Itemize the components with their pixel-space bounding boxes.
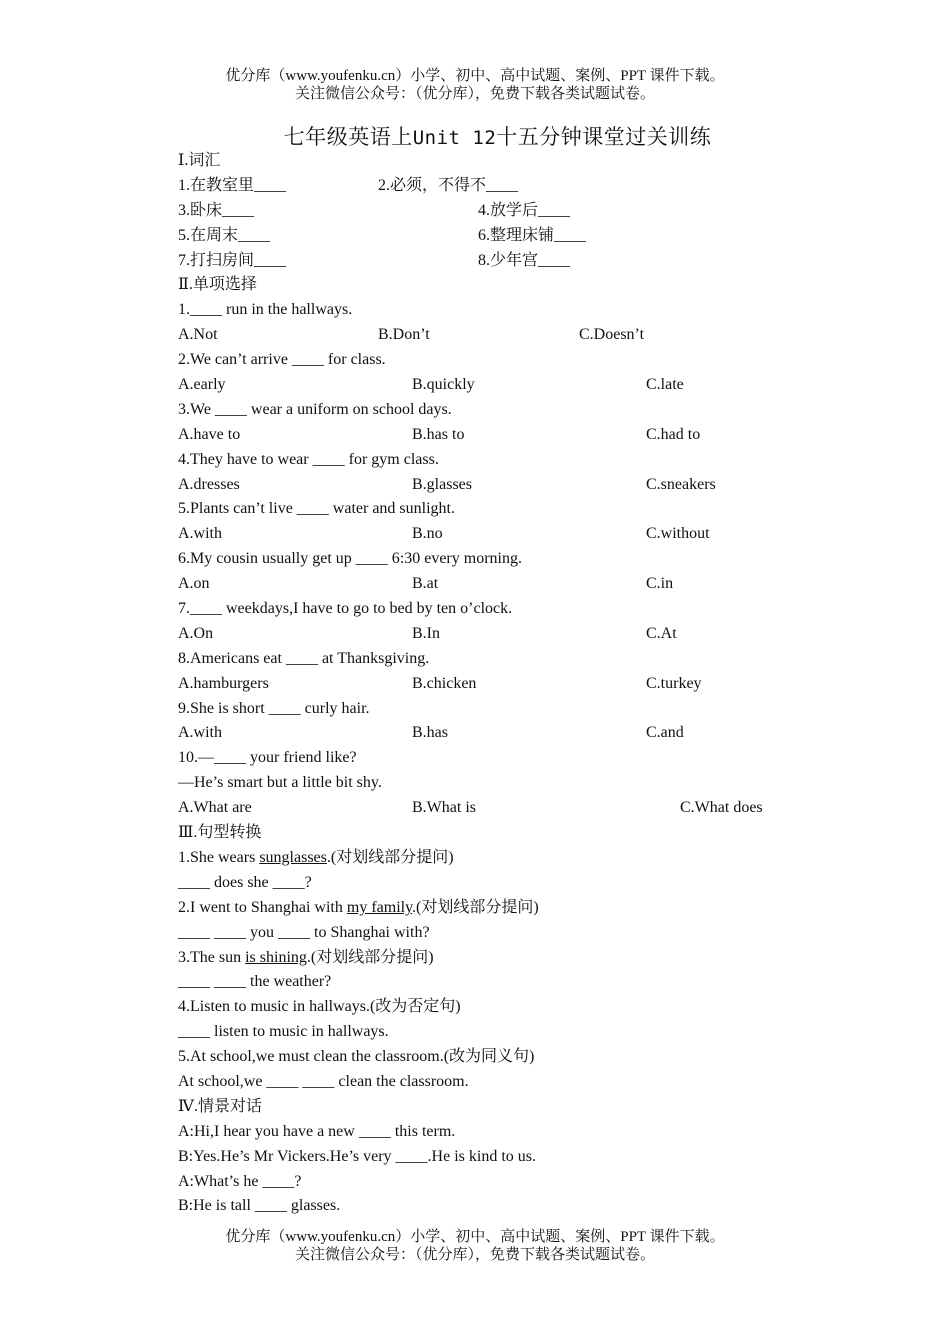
section1-heading: Ⅰ.词汇 xyxy=(178,152,221,169)
vocab-item: 2.必须，不得不____ xyxy=(378,176,519,194)
option: C.At xyxy=(646,624,677,642)
vocab-item: 7.打扫房间____ xyxy=(178,251,287,269)
vocab-item: 4.放学后____ xyxy=(478,201,571,219)
section4-heading: Ⅳ.情景对话 xyxy=(178,1097,262,1115)
title-suffix: 十五分钟课堂过关训练 xyxy=(496,125,712,149)
underlined-phrase: is shining xyxy=(245,948,307,966)
vocab-row xyxy=(178,174,878,199)
option: A.What are xyxy=(178,799,252,817)
page-header xyxy=(0,67,950,103)
options-row xyxy=(178,572,878,597)
option: A.with xyxy=(178,724,222,742)
question: 10.—____ your friend like? xyxy=(178,749,357,767)
transform-question: 2.I went to Shanghai with my family.(对划线部分提问) xyxy=(178,898,539,916)
dialogue-line: A:What’s he ____? xyxy=(178,1172,302,1190)
vocab-item: 5.在周末____ xyxy=(178,226,271,244)
option: B.quickly xyxy=(412,376,475,394)
vocab-item: 6.整理床铺____ xyxy=(478,226,587,244)
underlined-phrase: sunglasses xyxy=(259,848,327,866)
transform-question: 3.The sun is shining.(对划线部分提问) xyxy=(178,948,434,966)
question-reply: —He’s smart but a little bit shy. xyxy=(178,774,382,792)
header-line-1: 优分库（www.youfenku.cn）小学、初中、高中试题、案例、PPT 课件下载。 xyxy=(225,68,725,84)
option: A.early xyxy=(178,376,226,394)
option: C.had to xyxy=(646,425,701,443)
question: 4.They have to wear ____ for gym class. xyxy=(178,450,439,468)
question: 7.____ weekdays,I have to go to bed by ten o’clock. xyxy=(178,600,513,618)
vocab-item: 1.在教室里____ xyxy=(178,176,287,194)
transform-answer: ____ ____ the weather? xyxy=(178,973,332,991)
footer-line-2: 关注微信公众号：（优分库），免费下载各类试题试卷。 xyxy=(294,1247,655,1263)
question: 8.Americans eat ____ at Thanksgiving. xyxy=(178,649,430,667)
question: 9.She is short ____ curly hair. xyxy=(178,699,370,717)
options-row xyxy=(178,796,878,821)
options-row xyxy=(178,672,878,697)
option: C.late xyxy=(646,376,684,394)
option: B.has to xyxy=(412,425,465,443)
option: C.turkey xyxy=(646,674,702,692)
transform-answer: ____ does she ____? xyxy=(178,873,312,891)
question: 1.____ run in the hallways. xyxy=(178,301,353,319)
option: A.On xyxy=(178,624,214,642)
option: A.hamburgers xyxy=(178,674,269,692)
transform-question: 5.At school,we must clean the classroom.(改为同义句) xyxy=(178,1048,535,1066)
option: A.dresses xyxy=(178,475,240,493)
underlined-phrase: my family xyxy=(346,898,413,916)
vocab-item: 3.卧床____ xyxy=(178,201,255,219)
option: A.Not xyxy=(178,326,218,344)
transform-question: 1.She wears sunglasses.(对划线部分提问) xyxy=(178,848,454,866)
options-row xyxy=(178,323,878,348)
page-title xyxy=(0,124,950,151)
title-prefix: 七年级英语上 xyxy=(283,125,413,149)
transform-answer: ____ ____ you ____ to Shanghai with? xyxy=(178,923,430,941)
question: 2.We can’t arrive ____ for class. xyxy=(178,351,386,369)
options-row xyxy=(178,721,878,746)
worksheet-body xyxy=(178,149,878,1219)
options-row xyxy=(178,522,878,547)
page-footer xyxy=(0,1228,950,1264)
option: B.at xyxy=(412,575,439,593)
options-row xyxy=(178,622,878,647)
option: C.in xyxy=(646,575,674,593)
footer-line-1: 优分库（www.youfenku.cn）小学、初中、高中试题、案例、PPT 课件下载。 xyxy=(225,1229,725,1245)
option: B.glasses xyxy=(412,475,472,493)
option: C.Doesn’t xyxy=(579,326,645,344)
option: A.with xyxy=(178,525,222,543)
section2-heading: Ⅱ.单项选择 xyxy=(178,276,257,294)
transform-answer: At school,we ____ ____ clean the classroom. xyxy=(178,1072,469,1090)
vocab-row xyxy=(178,224,878,249)
option: C.without xyxy=(646,525,710,543)
option: C.and xyxy=(646,724,684,742)
transform-answer: ____ listen to music in hallways. xyxy=(178,1023,389,1041)
question: 3.We ____ wear a uniform on school days. xyxy=(178,400,452,418)
option: B.has xyxy=(412,724,448,742)
question: 5.Plants can’t live ____ water and sunlight. xyxy=(178,500,455,518)
option: C.sneakers xyxy=(646,475,716,493)
option: A.on xyxy=(178,575,210,593)
option: B.no xyxy=(412,525,443,543)
option: B.What is xyxy=(412,799,476,817)
options-row xyxy=(178,373,878,398)
dialogue-line: A:Hi,I hear you have a new ____ this term. xyxy=(178,1122,456,1140)
option: C.What does xyxy=(680,799,763,817)
dialogue-line: B:He is tall ____ glasses. xyxy=(178,1197,341,1215)
section3-heading: Ⅲ.句型转换 xyxy=(178,824,262,842)
dialogue-line: B:Yes.He’s Mr Vickers.He’s very ____.He is kind to us. xyxy=(178,1147,536,1165)
option: A.have to xyxy=(178,425,241,443)
question: 6.My cousin usually get up ____ 6:30 every morning. xyxy=(178,550,522,568)
options-row xyxy=(178,423,878,448)
vocab-row xyxy=(178,249,878,274)
option: B.chicken xyxy=(412,674,477,692)
options-row xyxy=(178,473,878,498)
vocab-item: 8.少年宫____ xyxy=(478,251,571,269)
option: B.In xyxy=(412,624,440,642)
transform-question: 4.Listen to music in hallways.(改为否定句) xyxy=(178,998,461,1016)
option: B.Don’t xyxy=(378,326,430,344)
title-unit: Unit 12 xyxy=(412,127,497,149)
vocab-row xyxy=(178,199,878,224)
header-line-2: 关注微信公众号：（优分库），免费下载各类试题试卷。 xyxy=(294,86,655,102)
